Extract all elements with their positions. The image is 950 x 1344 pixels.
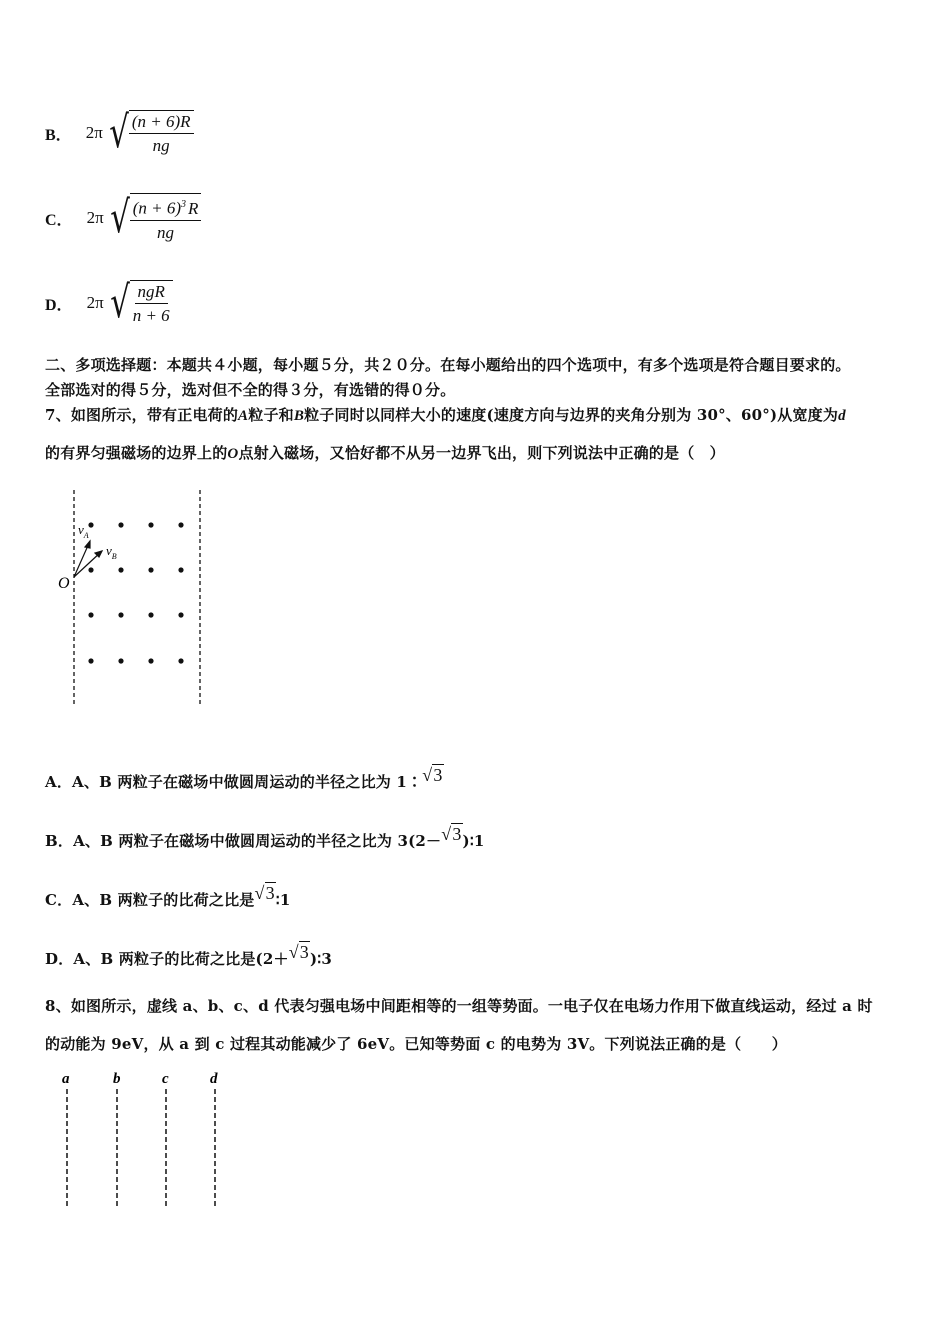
fraction-numerator: $(n + 6)^3$ R xyxy=(130,195,202,221)
q8-stem-line2: 的动能为 9eV，从 a 到 c 过程其动能减少了 6eV。已知等势面 c 的电势为 3V。下列说法正确的是（ ） xyxy=(45,1035,787,1053)
label-b: b xyxy=(113,1071,121,1087)
section-heading-line2: 全部选对的得５分，选对但不全的得３分，有选错的得０分。 xyxy=(45,381,456,399)
velocity-a-arrow xyxy=(74,541,90,577)
section-heading-line1: 二、多项选择题：本题共４小题，每小题５分，共２０分。在每小题给出的四个选项中，有多个选项是符合题目要求的。 xyxy=(45,356,851,374)
label-va: $v_A$ xyxy=(78,522,89,540)
option-c-prev xyxy=(45,185,201,251)
sqrt-icon: √3 xyxy=(422,765,443,785)
formula-coef: 2π xyxy=(86,293,104,312)
sqrt-formula xyxy=(106,193,202,243)
option-letter: D． xyxy=(45,296,73,314)
fraction-denominator: n + 6 xyxy=(132,306,170,325)
label-vb: $v_B$ xyxy=(106,543,117,561)
q7-option-d: D．A、B 两粒子的比荷之比是(2＋√3)∶3 xyxy=(45,942,333,968)
formula-coef: 2π xyxy=(86,208,104,227)
fraction-denominator: ng xyxy=(157,222,175,242)
option-b-prev xyxy=(45,100,194,166)
fraction xyxy=(130,282,173,326)
label-d: d xyxy=(210,1071,218,1087)
q7-stem-line1: 7、如图所示，带有正电荷的A粒子和B粒子同时以同样大小的速度(速度方向与边界的夹角分别为 30°、60°)从宽度为d xyxy=(45,406,846,424)
velocity-b-arrow xyxy=(74,551,102,577)
sqrt-icon: √ xyxy=(108,107,129,158)
field-dots xyxy=(88,522,183,663)
option-letter: C． xyxy=(45,211,73,229)
sqrt-formula xyxy=(105,107,194,158)
fraction-denominator: ng xyxy=(152,136,170,155)
q7-option-c: C．A、B 两粒子的比荷之比是√3∶1 xyxy=(45,883,291,909)
sqrt-icon: √3 xyxy=(288,942,309,962)
sqrt-icon: √ xyxy=(109,277,130,328)
q7-stem-line2: 的有界匀强磁场的边界上的O点射入磁场，又恰好都不从另一边界飞出，则下列说法中正确的是（ ） xyxy=(45,444,725,462)
sqrt-icon: √3 xyxy=(254,883,275,903)
label-o: O xyxy=(58,575,70,592)
sqrt-formula xyxy=(106,277,173,328)
option-letter: B． xyxy=(45,126,72,144)
option-d-prev xyxy=(45,270,173,336)
q8-equipotential-figure xyxy=(50,1065,240,1215)
q7-option-b: B．A、B 两粒子在磁场中做圆周运动的半径之比为 3(2－√3)∶1 xyxy=(45,824,485,850)
formula-coef: 2π xyxy=(85,123,103,142)
fraction-numerator: (n + 6)R xyxy=(129,112,194,134)
q8-stem-line1: 8、如图所示，虚线 a、b、c、d 代表匀强电场中间距相等的一组等势面。一电子仅在电场力作用下做直线运动，经过 a 时 xyxy=(45,997,873,1015)
label-a: a xyxy=(62,1071,70,1087)
q7-magnetic-field-figure xyxy=(50,485,220,710)
sqrt-icon: √3 xyxy=(441,824,462,844)
q7-option-a: A．A、B 两粒子在磁场中做圆周运动的半径之比为 1∶√3 xyxy=(45,765,443,791)
sqrt-icon: √ xyxy=(109,192,130,243)
fraction xyxy=(129,112,194,156)
fraction-numerator: ngR xyxy=(135,282,168,304)
label-c: c xyxy=(162,1071,169,1087)
fraction xyxy=(130,195,202,243)
